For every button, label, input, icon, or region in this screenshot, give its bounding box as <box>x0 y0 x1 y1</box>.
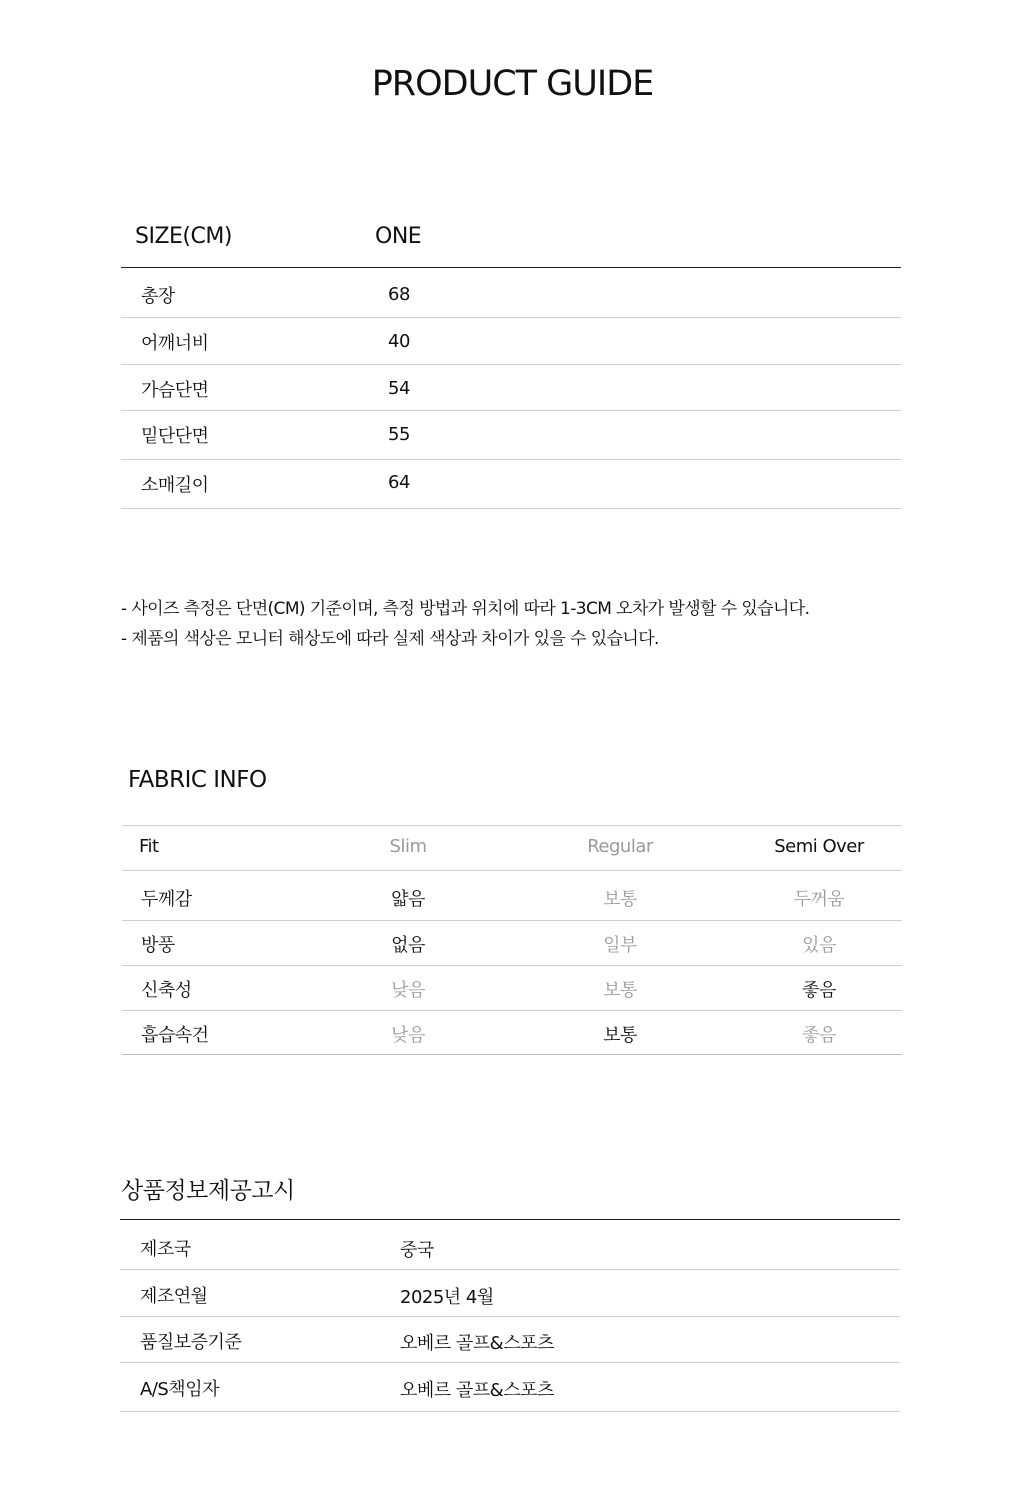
fabric-option: 좋음 <box>802 1025 836 1046</box>
fabric-row-label: 흡습속건 <box>141 1025 209 1046</box>
fabric-option-selected: 얇음 <box>391 889 425 910</box>
size-header-divider <box>121 267 901 268</box>
fabric-row-label: 방풍 <box>141 935 175 956</box>
fabric-row-label: 신축성 <box>141 980 192 1001</box>
row-divider <box>122 1010 902 1011</box>
row-divider <box>120 1316 900 1317</box>
fabric-option: 낮음 <box>391 1025 425 1046</box>
fabric-row-label: Fit <box>139 836 159 857</box>
notice-row-value: 오베르 골프&스포츠 <box>400 1333 554 1354</box>
size-row-value: 55 <box>388 424 410 445</box>
size-note: - 사이즈 측정은 단면(CM) 기준이며, 측정 방법과 위치에 따라 1-3CM 오차가 발생할 수 있습니다. <box>121 599 810 619</box>
size-row-label: 가슴단면 <box>141 380 209 401</box>
notice-row-label: 제조국 <box>140 1239 191 1260</box>
size-row-label: 총장 <box>141 286 175 307</box>
fabric-option: 두꺼움 <box>793 889 845 910</box>
row-divider <box>122 920 902 921</box>
size-row-value: 40 <box>388 331 410 352</box>
row-divider <box>122 1054 902 1055</box>
color-note: - 제품의 색상은 모니터 해상도에 따라 실제 색상과 차이가 있을 수 있습니다. <box>121 629 659 649</box>
product-notice-title: 상품정보제공고시 <box>121 1178 295 1204</box>
row-divider <box>120 1411 900 1412</box>
size-row-value: 64 <box>388 472 410 493</box>
fabric-option: Slim <box>389 836 427 857</box>
size-header-label: SIZE(CM) <box>135 224 232 249</box>
fabric-option-selected: 없음 <box>391 935 425 956</box>
fabric-option-selected: 좋음 <box>802 980 836 1001</box>
row-divider <box>120 1269 900 1270</box>
notice-row-value: 중국 <box>400 1240 434 1261</box>
fabric-option-selected: 보통 <box>603 1025 637 1046</box>
fabric-option: 보통 <box>603 980 637 1001</box>
size-row-label: 어깨너비 <box>141 333 209 354</box>
notice-row-value: 오베르 골프&스포츠 <box>400 1380 554 1401</box>
fabric-row-label: 두께감 <box>141 889 192 910</box>
fabric-option: 있음 <box>802 935 836 956</box>
row-divider <box>121 317 901 318</box>
size-header-value: ONE <box>375 224 422 249</box>
size-row-value: 68 <box>388 284 410 305</box>
notice-row-label: A/S책임자 <box>140 1379 219 1400</box>
size-row-value: 54 <box>388 378 410 399</box>
fabric-option: 일부 <box>603 935 637 956</box>
row-divider <box>121 508 901 509</box>
fabric-option: 보통 <box>603 889 637 910</box>
row-divider <box>121 364 901 365</box>
fabric-option: Regular <box>587 836 653 857</box>
row-divider <box>122 870 902 871</box>
size-row-label: 소매길이 <box>141 475 209 496</box>
size-row-label: 밑단단면 <box>141 426 209 447</box>
row-divider <box>121 410 901 411</box>
row-divider <box>122 965 902 966</box>
notice-row-label: 제조연월 <box>140 1286 208 1307</box>
fabric-option-selected: Semi Over <box>774 836 864 857</box>
row-divider <box>122 825 902 826</box>
notice-header-divider <box>120 1219 900 1220</box>
notice-row-value: 2025년 4월 <box>400 1287 494 1308</box>
row-divider <box>120 1362 900 1363</box>
fabric-option: 낮음 <box>391 980 425 1001</box>
notice-row-label: 품질보증기준 <box>140 1332 242 1353</box>
fabric-info-title: FABRIC INFO <box>128 767 267 793</box>
page-title: PRODUCT GUIDE <box>371 64 654 104</box>
row-divider <box>121 459 901 460</box>
